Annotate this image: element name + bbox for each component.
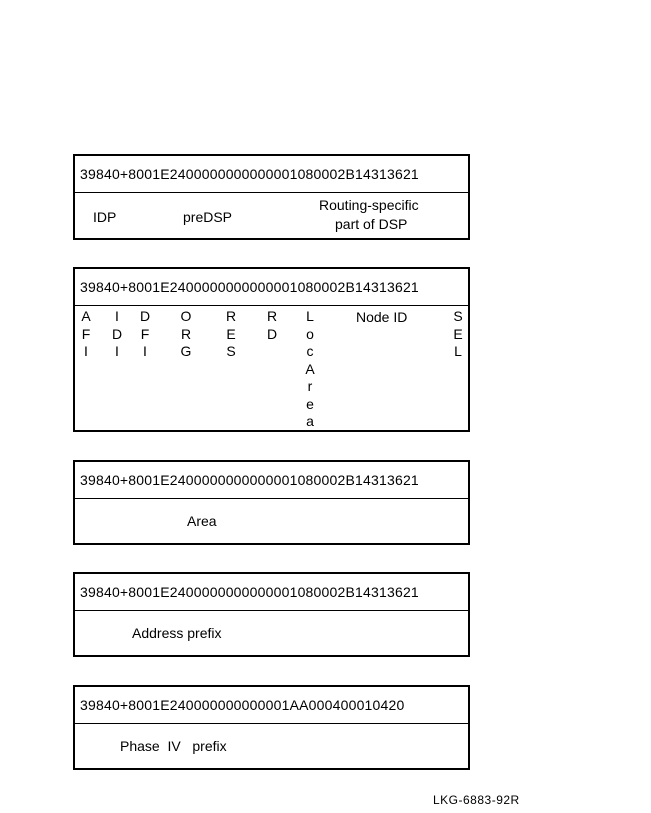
afi-letter: F	[81, 325, 91, 342]
rd-letter: D	[266, 325, 278, 342]
afi-letter: I	[84, 343, 88, 359]
address-prefix-label: Address prefix	[132, 625, 222, 641]
org-letter: G	[180, 343, 192, 359]
dfi-letter: F	[140, 325, 150, 342]
address-diagram-idp-predsp	[73, 154, 470, 240]
res-letter: E	[226, 325, 236, 342]
nsap-address: 39840+8001E2400000000000001080002B14313621	[75, 574, 468, 611]
rd-field	[265, 308, 279, 343]
nsap-address: 39840+8001E2400000000000001080002B14313621	[75, 269, 468, 306]
dfi-letter: D	[139, 308, 151, 324]
sel-letter: E	[453, 325, 463, 342]
locarea-letter: c	[306, 343, 314, 359]
afi-field	[79, 308, 93, 361]
org-letter: O	[180, 308, 192, 324]
area-label: Area	[187, 513, 217, 529]
afi-letter: A	[81, 308, 91, 324]
idp-label: IDP	[93, 209, 117, 225]
locarea-letter: o	[306, 325, 314, 342]
rd-letter: R	[266, 308, 278, 324]
dfi-field	[138, 308, 152, 361]
predsp-label: preDSP	[183, 209, 233, 225]
dfi-letter: I	[143, 343, 147, 359]
nsap-address: 39840+8001E2400000000000001080002B14313621	[75, 156, 468, 193]
locarea-letter: r	[307, 378, 313, 394]
address-diagram-phase-iv-prefix	[73, 685, 470, 770]
res-field	[224, 308, 238, 361]
idi-letter: I	[115, 343, 119, 359]
routing-label-line1: Routing-specific	[319, 197, 419, 213]
nsap-address: 39840+8001E2400000000000001080002B14313621	[75, 462, 468, 499]
address-diagram-address-prefix	[73, 572, 470, 657]
res-letter: R	[225, 308, 237, 324]
idi-letter: D	[111, 325, 123, 342]
sel-letter: L	[454, 343, 462, 359]
address-diagram-fields	[73, 267, 470, 432]
phase-iv-prefix-label: Phase IV prefix	[120, 738, 227, 754]
locarea-letter: a	[306, 413, 314, 429]
routing-label-line2: part of DSP	[335, 216, 408, 232]
locarea-letter: L	[306, 308, 314, 324]
locarea-letter: A	[305, 360, 315, 377]
locarea-letter: e	[306, 395, 314, 412]
node-id-label: Node ID	[356, 309, 408, 325]
idi-field	[110, 308, 124, 361]
nsap-address: 39840+8001E240000000000001AA000400010420	[75, 687, 468, 724]
figure-id: LKG-6883-92R	[433, 793, 520, 807]
idi-letter: I	[115, 308, 119, 324]
address-diagram-area	[73, 460, 470, 545]
sel-letter: S	[453, 308, 463, 324]
res-letter: S	[226, 343, 236, 359]
org-letter: R	[180, 325, 192, 342]
org-field	[179, 308, 193, 361]
locarea-field	[303, 308, 317, 431]
sel-field	[451, 308, 465, 361]
